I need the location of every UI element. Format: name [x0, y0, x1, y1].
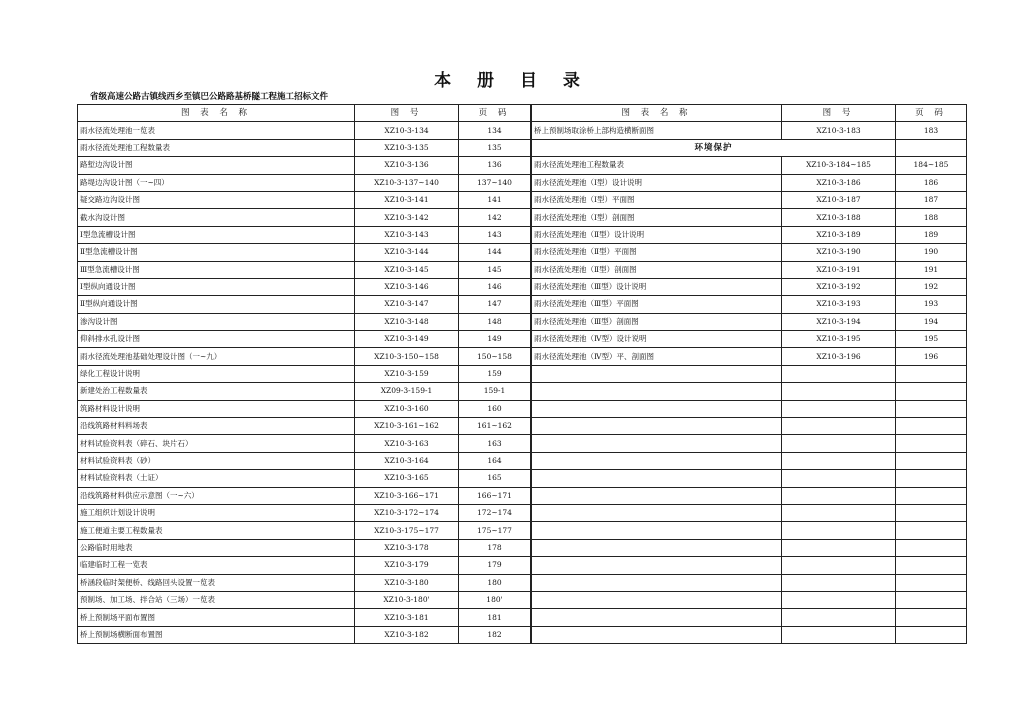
row-name — [532, 574, 782, 591]
table-row — [78, 191, 531, 208]
table-row — [532, 174, 967, 191]
row-code: XZ10-3-142 — [355, 209, 459, 226]
table-row — [532, 244, 967, 261]
contents-right-body — [532, 122, 967, 644]
table-row — [532, 487, 967, 504]
table-row — [78, 348, 531, 365]
table-row — [532, 278, 967, 295]
row-name — [532, 365, 782, 382]
row-name: 材料试验资料表（砂） — [78, 452, 355, 469]
row-name: 新建处治工程数量表 — [78, 383, 355, 400]
row-name: 施工便道主要工程数量表 — [78, 522, 355, 539]
row-page: 145 — [459, 261, 531, 278]
row-page: 193 — [896, 296, 967, 313]
table-row — [78, 418, 531, 435]
table-row — [532, 470, 967, 487]
row-name: 筑路材料设计说明 — [78, 400, 355, 417]
table-row — [78, 557, 531, 574]
table-row — [532, 209, 967, 226]
table-row — [78, 331, 531, 348]
row-code — [782, 365, 896, 382]
row-page — [896, 626, 967, 643]
row-name: 疑交路边沟设计图 — [78, 191, 355, 208]
row-page: 178 — [459, 539, 531, 556]
row-name: 渗沟设计图 — [78, 313, 355, 330]
table-row — [78, 365, 531, 382]
row-page: 182 — [459, 626, 531, 643]
table-row — [532, 626, 967, 643]
row-code — [782, 383, 896, 400]
row-name: 雨水径流处理池（Ⅰ型）剖面图 — [532, 209, 782, 226]
row-name: 雨水径流处理池（Ⅳ型）平、剖面图 — [532, 348, 782, 365]
row-code — [782, 539, 896, 556]
row-code: XZ10-3-145 — [355, 261, 459, 278]
row-name: 材料试验资料表（土证） — [78, 470, 355, 487]
row-page: 165 — [459, 470, 531, 487]
row-name: 截水沟设计图 — [78, 209, 355, 226]
table-row — [78, 383, 531, 400]
row-name: 路堤边沟设计图（一~四） — [78, 174, 355, 191]
row-name — [532, 504, 782, 521]
row-page: 137~140 — [459, 174, 531, 191]
row-code — [782, 504, 896, 521]
row-page: 184~185 — [896, 157, 967, 174]
row-page: 166~171 — [459, 487, 531, 504]
row-name — [532, 470, 782, 487]
row-code: XZ10-3-135 — [355, 139, 459, 156]
row-page: 190 — [896, 244, 967, 261]
row-name — [532, 522, 782, 539]
row-name — [532, 539, 782, 556]
row-code: XZ10-3-165 — [355, 470, 459, 487]
row-name: 桥上预制场取涂桥上部构造横断面图 — [532, 122, 782, 139]
row-page — [896, 435, 967, 452]
row-name: 雨水径流处理池（Ⅱ型）设计说明 — [532, 226, 782, 243]
row-page: 179 — [459, 557, 531, 574]
row-code — [782, 418, 896, 435]
row-name: 路堑边沟设计图 — [78, 157, 355, 174]
table-row — [532, 574, 967, 591]
row-name: 沿线筑路材料料场表 — [78, 418, 355, 435]
row-code: XZ10-3-191 — [782, 261, 896, 278]
table-row — [532, 591, 967, 608]
table-row — [532, 522, 967, 539]
row-page — [896, 383, 967, 400]
row-page: 143 — [459, 226, 531, 243]
row-page: 189 — [896, 226, 967, 243]
row-code — [782, 574, 896, 591]
row-page — [896, 557, 967, 574]
table-row — [78, 261, 531, 278]
table-row — [78, 487, 531, 504]
table-row — [532, 122, 967, 139]
table-row — [78, 574, 531, 591]
row-code — [782, 557, 896, 574]
table-row — [532, 157, 967, 174]
row-code: XZ10-3-161~162 — [355, 418, 459, 435]
table-row — [78, 522, 531, 539]
row-code — [782, 400, 896, 417]
header-page: 页 码 — [459, 105, 531, 122]
table-row — [532, 504, 967, 521]
table-row — [78, 435, 531, 452]
row-name: Ⅱ型纵向通设计图 — [78, 296, 355, 313]
table-row — [78, 539, 531, 556]
row-name: 雨水径流处理池一览表 — [78, 122, 355, 139]
table-row — [78, 278, 531, 295]
row-page — [896, 418, 967, 435]
row-page: 172~174 — [459, 504, 531, 521]
header-page: 页 码 — [896, 105, 967, 122]
row-code: XZ10-3-175~177 — [355, 522, 459, 539]
row-page — [896, 522, 967, 539]
document-subtitle: 省级高速公路古镇线西乡至镇巴公路路基桥隧工程施工招标文件 — [90, 92, 329, 102]
row-page: 163 — [459, 435, 531, 452]
table-row — [78, 139, 531, 156]
table-row — [532, 261, 967, 278]
row-page — [896, 539, 967, 556]
contents-table-left — [77, 104, 531, 644]
table-row — [78, 174, 531, 191]
section-title-environment: 环境保护 — [532, 139, 896, 156]
row-name: 雨水径流处理池（Ⅲ型）剖面图 — [532, 313, 782, 330]
row-code: XZ10-3-149 — [355, 331, 459, 348]
row-page — [896, 609, 967, 626]
row-code: XZ10-3-136 — [355, 157, 459, 174]
row-page — [896, 470, 967, 487]
contents-table-right — [531, 104, 967, 644]
row-page — [896, 365, 967, 382]
contents-left-body — [78, 122, 531, 644]
row-code: XZ10-3-159 — [355, 365, 459, 382]
table-row — [78, 400, 531, 417]
table-row — [532, 609, 967, 626]
row-code — [782, 609, 896, 626]
row-code: XZ09-3-159-1 — [355, 383, 459, 400]
row-code: XZ10-3-150~158 — [355, 348, 459, 365]
row-code: XZ10-3-134 — [355, 122, 459, 139]
row-name — [532, 435, 782, 452]
row-code — [782, 435, 896, 452]
row-code: XZ10-3-141 — [355, 191, 459, 208]
row-page: 183 — [896, 122, 967, 139]
row-page — [896, 591, 967, 608]
table-row — [78, 209, 531, 226]
row-code: XZ10-3-180 — [355, 574, 459, 591]
row-code — [782, 591, 896, 608]
row-code: XZ10-3-196 — [782, 348, 896, 365]
row-name: 沿线筑路材料供应示意图（一~六） — [78, 487, 355, 504]
row-code: XZ10-3-186 — [782, 174, 896, 191]
row-code — [782, 470, 896, 487]
table-row — [532, 331, 967, 348]
table-row — [78, 296, 531, 313]
row-name — [532, 418, 782, 435]
row-code: XZ10-3-192 — [782, 278, 896, 295]
row-name: 雨水径流处理池（Ⅲ型）设计说明 — [532, 278, 782, 295]
row-code: XZ10-3-160 — [355, 400, 459, 417]
row-page: 148 — [459, 313, 531, 330]
row-name — [532, 452, 782, 469]
section-row — [532, 139, 967, 156]
row-code: XZ10-3-188 — [782, 209, 896, 226]
row-page: 149 — [459, 331, 531, 348]
row-code: XZ10-3-172~174 — [355, 504, 459, 521]
table-row — [532, 400, 967, 417]
row-page: 141 — [459, 191, 531, 208]
header-name: 图 表 名 称 — [78, 105, 355, 122]
table-row — [532, 383, 967, 400]
row-name — [532, 626, 782, 643]
row-page: 180' — [459, 591, 531, 608]
row-page: 180 — [459, 574, 531, 591]
row-page: 192 — [896, 278, 967, 295]
table-row — [532, 435, 967, 452]
row-page: 135 — [459, 139, 531, 156]
row-name — [532, 383, 782, 400]
table-row — [532, 296, 967, 313]
row-code: XZ10-3-178 — [355, 539, 459, 556]
row-page: 181 — [459, 609, 531, 626]
row-code — [782, 522, 896, 539]
row-code: XZ10-3-146 — [355, 278, 459, 295]
table-row — [78, 244, 531, 261]
row-code: XZ10-3-181 — [355, 609, 459, 626]
row-code: XZ10-3-163 — [355, 435, 459, 452]
row-name: 雨水径流处理池工程数量表 — [78, 139, 355, 156]
row-code: XZ10-3-164 — [355, 452, 459, 469]
table-row — [78, 609, 531, 626]
row-code: XZ10-3-190 — [782, 244, 896, 261]
table-header-row — [78, 105, 531, 122]
row-page: 161~162 — [459, 418, 531, 435]
row-code: XZ10-3-183 — [782, 122, 896, 139]
row-name — [532, 487, 782, 504]
row-name: Ⅰ型纵向通设计图 — [78, 278, 355, 295]
table-row — [78, 470, 531, 487]
row-code: XZ10-3-187 — [782, 191, 896, 208]
row-code: XZ10-3-166~171 — [355, 487, 459, 504]
row-page — [896, 452, 967, 469]
table-row — [78, 591, 531, 608]
row-page: 188 — [896, 209, 967, 226]
row-code: XZ10-3-189 — [782, 226, 896, 243]
row-name: 预制场、加工场、拌合站（三场）一览表 — [78, 591, 355, 608]
row-code — [782, 626, 896, 643]
row-name — [532, 591, 782, 608]
table-row — [78, 122, 531, 139]
row-code — [782, 452, 896, 469]
row-code: XZ10-3-180' — [355, 591, 459, 608]
row-name: 雨水径流处理池（Ⅱ型）平面图 — [532, 244, 782, 261]
row-code: XZ10-3-144 — [355, 244, 459, 261]
row-name: Ⅲ型急流槽设计图 — [78, 261, 355, 278]
table-row — [532, 313, 967, 330]
row-code — [782, 487, 896, 504]
table-header-row — [532, 105, 967, 122]
row-name — [532, 609, 782, 626]
row-page: 144 — [459, 244, 531, 261]
table-row — [532, 418, 967, 435]
table-row — [78, 626, 531, 643]
row-page — [896, 504, 967, 521]
row-name: Ⅰ型急流槽设计图 — [78, 226, 355, 243]
table-row — [532, 348, 967, 365]
row-page: 134 — [459, 122, 531, 139]
row-name: 桥上预制场横断面布置图 — [78, 626, 355, 643]
row-page: 194 — [896, 313, 967, 330]
table-row — [78, 452, 531, 469]
table-row — [78, 157, 531, 174]
row-name: 雨水径流处理池（Ⅳ型）设计说明 — [532, 331, 782, 348]
table-row — [532, 226, 967, 243]
row-page: 150~158 — [459, 348, 531, 365]
row-page: 159 — [459, 365, 531, 382]
row-page: 160 — [459, 400, 531, 417]
row-name: 雨水径流处理池基础处理设计图（一~九） — [78, 348, 355, 365]
row-name: 绿化工程设计说明 — [78, 365, 355, 382]
row-code: XZ10-3-195 — [782, 331, 896, 348]
row-code: XZ10-3-194 — [782, 313, 896, 330]
table-row — [78, 504, 531, 521]
header-code: 图 号 — [782, 105, 896, 122]
row-code: XZ10-3-137~140 — [355, 174, 459, 191]
row-page — [896, 574, 967, 591]
row-name: 公路临时用地表 — [78, 539, 355, 556]
row-code: XZ10-3-182 — [355, 626, 459, 643]
table-row — [532, 452, 967, 469]
row-page: 142 — [459, 209, 531, 226]
row-code: XZ10-3-147 — [355, 296, 459, 313]
row-page: 195 — [896, 331, 967, 348]
row-page: 196 — [896, 348, 967, 365]
header-name: 图 表 名 称 — [532, 105, 782, 122]
row-code: XZ10-3-184~185 — [782, 157, 896, 174]
row-name: 雨水径流处理池工程数量表 — [532, 157, 782, 174]
table-row — [78, 226, 531, 243]
row-name: 雨水径流处理池（Ⅰ型）设计说明 — [532, 174, 782, 191]
header-code: 图 号 — [355, 105, 459, 122]
row-page: 186 — [896, 174, 967, 191]
page-title: 本 册 目 录 — [434, 71, 590, 91]
row-page: 164 — [459, 452, 531, 469]
row-name: 仰斜排水孔设计图 — [78, 331, 355, 348]
row-name: 雨水径流处理池（Ⅰ型）平面图 — [532, 191, 782, 208]
row-page: 187 — [896, 191, 967, 208]
row-code: XZ10-3-193 — [782, 296, 896, 313]
row-name: 施工组织计划设计说明 — [78, 504, 355, 521]
table-row — [532, 557, 967, 574]
row-code: XZ10-3-148 — [355, 313, 459, 330]
row-name — [532, 400, 782, 417]
row-name — [532, 557, 782, 574]
table-row — [532, 365, 967, 382]
row-page: 159-1 — [459, 383, 531, 400]
row-name: 桥涵段临时架便桥、线路回头设置一览表 — [78, 574, 355, 591]
row-name: Ⅱ型急流槽设计图 — [78, 244, 355, 261]
row-name: 雨水径流处理池（Ⅲ型）平面图 — [532, 296, 782, 313]
row-page: 175~177 — [459, 522, 531, 539]
row-page — [896, 400, 967, 417]
row-name: 临建临时工程一览表 — [78, 557, 355, 574]
row-page: 136 — [459, 157, 531, 174]
section-blank-cell — [896, 139, 967, 156]
row-page: 146 — [459, 278, 531, 295]
row-code: XZ10-3-143 — [355, 226, 459, 243]
table-row — [532, 539, 967, 556]
table-row — [78, 313, 531, 330]
row-name: 桥上预制场平面布置图 — [78, 609, 355, 626]
row-name: 材料试验资料表（碎石、块片石） — [78, 435, 355, 452]
table-row — [532, 191, 967, 208]
row-page — [896, 487, 967, 504]
row-page: 191 — [896, 261, 967, 278]
row-code: XZ10-3-179 — [355, 557, 459, 574]
row-name: 雨水径流处理池（Ⅱ型）剖面图 — [532, 261, 782, 278]
row-page: 147 — [459, 296, 531, 313]
